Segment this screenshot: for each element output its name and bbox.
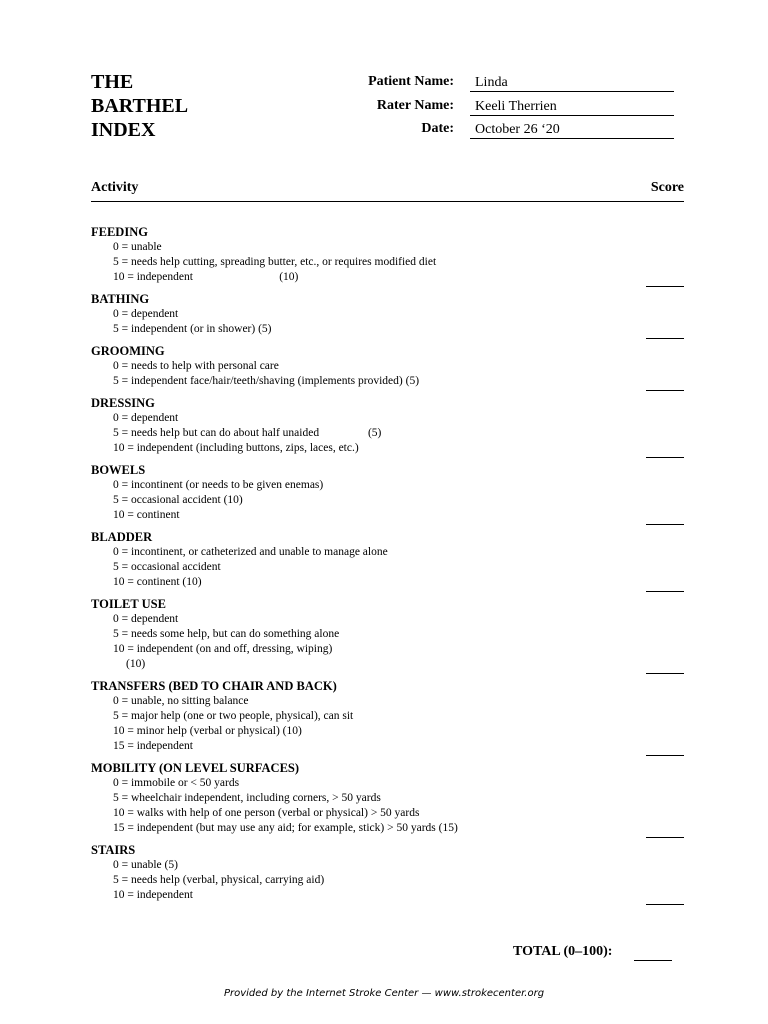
scoring-option: 0 = unable (5) (113, 859, 178, 871)
scoring-option: 5 = occasional accident (10) (113, 494, 243, 506)
score-blank[interactable] (646, 837, 684, 838)
score-blank[interactable] (646, 286, 684, 287)
activity-title: STAIRS (91, 843, 136, 857)
score-blank[interactable] (646, 904, 684, 905)
score-blank[interactable] (646, 673, 684, 674)
scoring-option: 10 = independent (including buttons, zips, laces, etc.) (113, 442, 359, 454)
scoring-option: 5 = needs help (verbal, physical, carrying aid) (113, 874, 325, 886)
activity-item (91, 462, 684, 523)
date-label: Date: (421, 121, 454, 136)
activity-title: FEEDING (91, 225, 148, 239)
scoring-option: 5 = needs some help, but can do something alone (113, 628, 340, 640)
activity-title: DRESSING (91, 396, 155, 410)
activity-title: GROOMING (91, 344, 165, 358)
score-header: Score (650, 180, 684, 195)
rater-name-row (300, 98, 680, 122)
score-blank[interactable] (646, 591, 684, 592)
scoring-option: 5 = needs help cutting, spreading butter, etc., or requires modified diet (113, 256, 437, 268)
scoring-option: 0 = dependent (113, 308, 179, 320)
activity-item (91, 224, 684, 285)
scoring-option: 5 = needs help but can do about half unaided (5) (113, 427, 382, 439)
date-underline (470, 138, 674, 139)
activity-item (91, 678, 684, 754)
footer-credit: Provided by the Internet Stroke Center — www.strokecenter.org (223, 988, 545, 999)
patient-name-underline (470, 91, 674, 92)
scoring-option: 5 = occasional accident (113, 561, 221, 573)
scoring-option: 10 = minor help (verbal or physical) (10) (113, 725, 302, 737)
activity-item (91, 760, 684, 836)
total-score-blank[interactable] (634, 960, 672, 961)
title-line-2: BARTHEL (91, 95, 189, 117)
scoring-option: 0 = dependent (113, 613, 179, 625)
scoring-option: 0 = immobile or < 50 yards (113, 777, 240, 789)
score-blank[interactable] (646, 755, 684, 756)
activity-item (91, 529, 684, 590)
activity-title: TOILET USE (91, 597, 166, 611)
scoring-option: 15 = independent (113, 740, 193, 752)
patient-name-field[interactable]: Linda (475, 75, 508, 90)
scoring-option: 0 = unable, no sitting balance (113, 695, 249, 707)
scoring-option: 10 = independent (113, 889, 193, 901)
activity-title: MOBILITY (ON LEVEL SURFACES) (91, 761, 300, 775)
activity-item (91, 343, 684, 389)
table-header (91, 180, 684, 202)
scoring-option: 0 = dependent (113, 412, 179, 424)
activity-title: TRANSFERS (BED TO CHAIR AND BACK) (91, 679, 337, 693)
activity-item (91, 842, 684, 903)
scoring-option: 15 = independent (but may use any aid; for example, stick) > 50 yards (15) (113, 822, 458, 834)
activity-header: Activity (91, 180, 139, 195)
title-line-3: INDEX (91, 119, 156, 141)
scoring-option: 5 = independent face/hair/teeth/shaving (implements provided) (5) (113, 375, 420, 387)
title-line-1: THE (91, 71, 134, 93)
score-blank[interactable] (646, 524, 684, 525)
scoring-option: 0 = unable (113, 241, 162, 253)
activity-title: BOWELS (91, 463, 146, 477)
date-row (300, 121, 680, 145)
activity-item (91, 291, 684, 337)
total-label: TOTAL (0–100): (513, 944, 613, 959)
scoring-option: 10 = walks with help of one person (verbal or physical) > 50 yards (113, 807, 420, 819)
score-blank[interactable] (646, 390, 684, 391)
activity-item (91, 596, 684, 672)
rater-name-underline (470, 115, 674, 116)
scoring-note: (10) (126, 658, 146, 670)
scoring-option: 0 = incontinent, or catheterized and unable to manage alone (113, 546, 388, 558)
activity-item (91, 395, 684, 456)
patient-info (300, 74, 680, 145)
scoring-option: 5 = wheelchair independent, including corners, > 50 yards (113, 792, 381, 804)
activity-list (91, 224, 684, 903)
score-blank[interactable] (646, 457, 684, 458)
patient-name-label: Patient Name: (368, 74, 454, 89)
scoring-option: 10 = independent (on and off, dressing, wiping) (113, 643, 333, 655)
scoring-option: 5 = independent (or in shower) (5) (113, 323, 272, 335)
scoring-option: 10 = continent (10) (113, 576, 202, 588)
rater-name-field[interactable]: Keeli Therrien (475, 98, 557, 114)
form-title (91, 70, 188, 142)
scoring-option: 0 = incontinent (or needs to be given enemas) (113, 479, 324, 491)
scoring-option: 10 = independent (10) (113, 271, 299, 283)
activity-title: BLADDER (91, 530, 153, 544)
activity-title: BATHING (91, 292, 150, 306)
patient-name-row (300, 74, 680, 98)
score-blank[interactable] (646, 338, 684, 339)
scoring-option: 10 = continent (113, 509, 180, 521)
date-field[interactable]: October 26 ‘20 (475, 122, 560, 137)
scoring-option: 5 = major help (one or two people, physical), can sit (113, 710, 354, 722)
scoring-option: 0 = needs to help with personal care (113, 360, 279, 372)
rater-name-label: Rater Name: (376, 97, 454, 113)
